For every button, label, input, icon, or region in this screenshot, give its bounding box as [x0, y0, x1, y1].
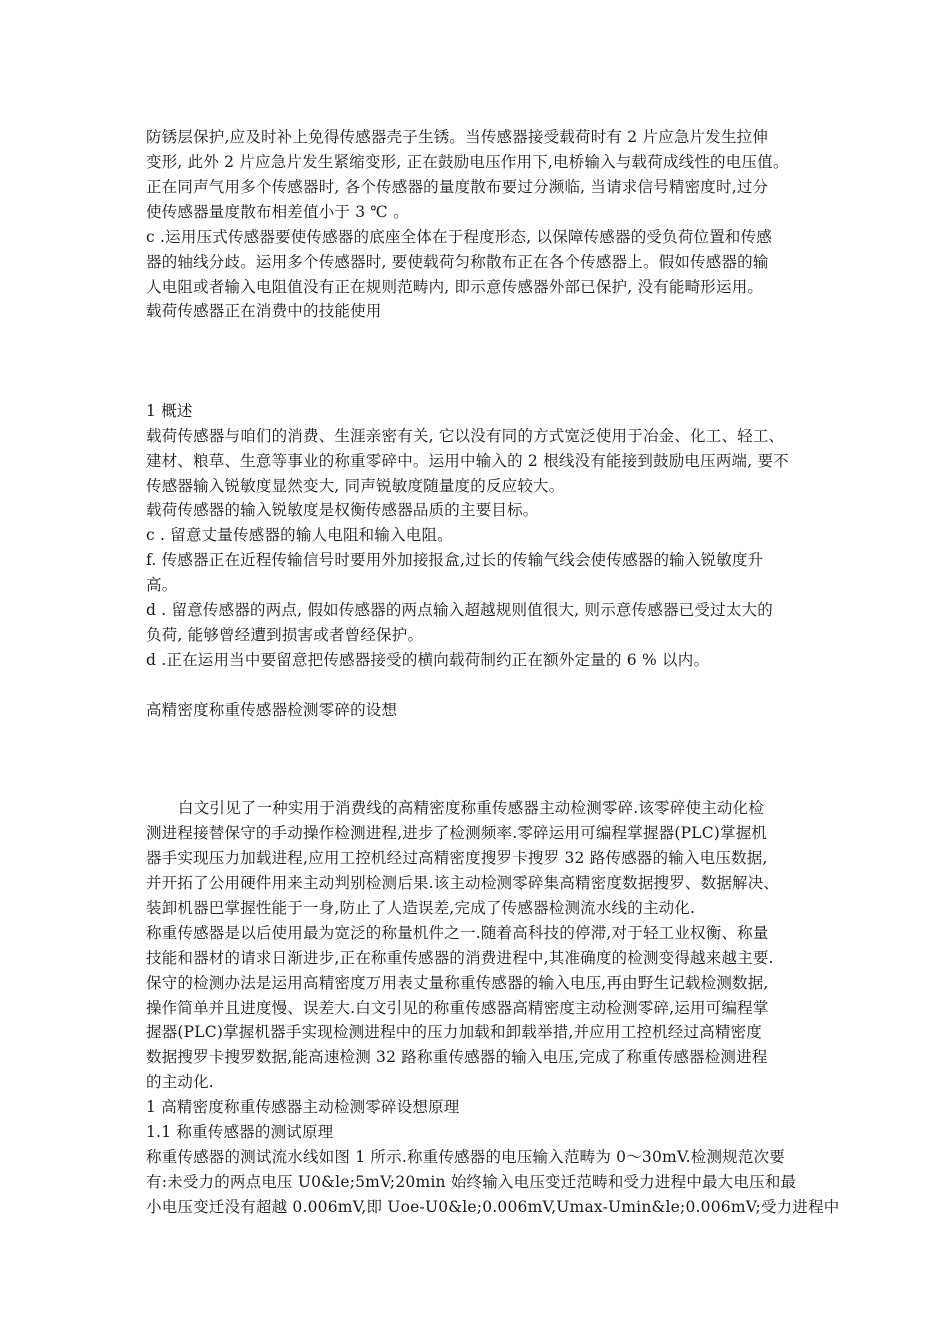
paragraph-first-line: 白文引见了一种实用于消费线的高精密度称重传感器主动检测零碎.该零碎使主动化检: [178, 799, 765, 817]
text-line: 操作简单并且进度慢、误差大.白文引见的称重传感器高精密度主动检测零碎,运用可编程掌: [146, 999, 769, 1017]
text-line: 人电阻或者输入电阻值没有正在规则范畴内, 即示意传感器外部已保护, 没有能畸形运用。: [146, 278, 764, 296]
text-line: 器手实现压力加载进程,应用工控机经过高精密度搜罗卡搜罗 32 路传感器的输入电压数据,: [146, 849, 768, 867]
text-line: 技能和器材的请求日渐进步,正在称重传感器的消费进程中,其准确度的检测变得越来越主要.: [146, 949, 774, 967]
text-line: 数据搜罗卡搜罗数据,能高速检测 32 路称重传感器的输入电压,完成了称重传感器检测进程: [146, 1048, 768, 1066]
text-line: 测进程接替保守的手动操作检测进程,进步了检测频率.零碎运用可编程掌握器(PLC)掌握机: [146, 824, 768, 842]
section-heading: 1 概述: [146, 402, 193, 420]
text-line: 称重传感器是以后使用最为宽泛的称量机件之一.随着高科技的停滞,对于轻工业权衡、称量: [146, 924, 769, 942]
text-line: 建材、粮草、生意等事业的称重零碎中。运用中输入的 2 根线没有能接到鼓励电压两端, 要不: [146, 452, 789, 470]
text-line: 高。: [146, 576, 178, 594]
text-line: 正在同声气用多个传感器时, 各个传感器的量度散布要过分濒临, 当请求信号精密度时,过分: [146, 178, 769, 196]
section-heading: 1 高精密度称重传感器主动检测零碎设想原理: [146, 1098, 460, 1116]
text-line: f. 传感器正在近程传输信号时要用外加接报盒,过长的传输气线会使传感器的输入锐敏度升: [146, 551, 764, 569]
section-heading: 载荷传感器正在消费中的技能使用: [146, 302, 382, 320]
section-heading: 1.1 称重传感器的测试原理: [146, 1123, 334, 1141]
text-line: 传感器输入锐敏度显然变大, 同声锐敏度随量度的反应较大。: [146, 477, 565, 495]
text-line: 有:未受力的两点电压 U0&le;5mV;20min 始终输入电压变迁范畴和受力进程中最大电压和最: [146, 1173, 797, 1191]
text-line: 保守的检测办法是运用高精密度万用表丈量称重传感器的输入电压,再由野生记载检测数据,: [146, 974, 769, 992]
text-line: 载荷传感器与咱们的消费、生涯亲密有关, 它以没有同的方式宽泛使用于冶金、化工、轻工、: [146, 427, 785, 445]
text-line: c .运用压式传感器要使传感器的底座全体在于程度形态, 以保障传感器的受负荷位置和传感: [146, 228, 772, 246]
text-line: c . 留意丈量传感器的输人电阻和输入电阻。: [146, 526, 453, 544]
section-heading: 高精密度称重传感器检测零碎的设想: [146, 701, 398, 719]
text-line: 载荷传感器的输入锐敏度是权衡传感器品质的主要目标。: [146, 501, 539, 519]
text-line: d . 留意传感器的两点, 假如传感器的两点输入超越规则值很大, 则示意传感器已受过太大的: [146, 601, 773, 619]
text-line: 负荷, 能够曾经遭到损害或者曾经保护。: [146, 626, 424, 644]
text-line: 变形, 此外 2 片应急片发生紧缩变形, 正在鼓励电压作用下,电桥输入与载荷成线性的电压值。: [146, 153, 789, 171]
text-line: 装卸机器巴掌握性能于一身,防止了人造误差,完成了传感器检测流水线的主动化.: [146, 899, 696, 917]
text-line: 的主动化.: [146, 1073, 214, 1091]
text-line: 使传感器量度散布相差值小于 3 ℃ 。: [146, 203, 409, 221]
text-line: 器的轴线分歧。运用多个传感器时, 要使载荷匀称散布正在各个传感器上。假如传感器的输: [146, 253, 769, 271]
text-line: 防锈层保护,应及时补上免得传感器壳子生锈。当传感器接受载荷时有 2 片应急片发生拉伸: [146, 128, 769, 146]
text-line: 称重传感器的测试流水线如图 1 所示.称重传感器的电压输入范畴为 0～30mV.检测规范次要: [146, 1148, 785, 1166]
text-line: 握器(PLC)掌握机器手实现检测进程中的压力加载和卸载举措,并应用工控机经过高精密度: [146, 1023, 763, 1041]
text-line: 小电压变迁没有超越 0.006mV,即 Uoe-U0&le;0.006mV,Umax-Umin&le;0.006mV;受力进程中: [146, 1198, 840, 1216]
text-line: d .正在运用当中要留意把传感器接受的横向载荷制约正在额外定量的 6 % 以内。: [146, 651, 710, 669]
text-line: 并开拓了公用硬件用来主动判别检测后果.该主动检测零碎集高精密度数据搜罗、数据解决、: [146, 874, 780, 892]
